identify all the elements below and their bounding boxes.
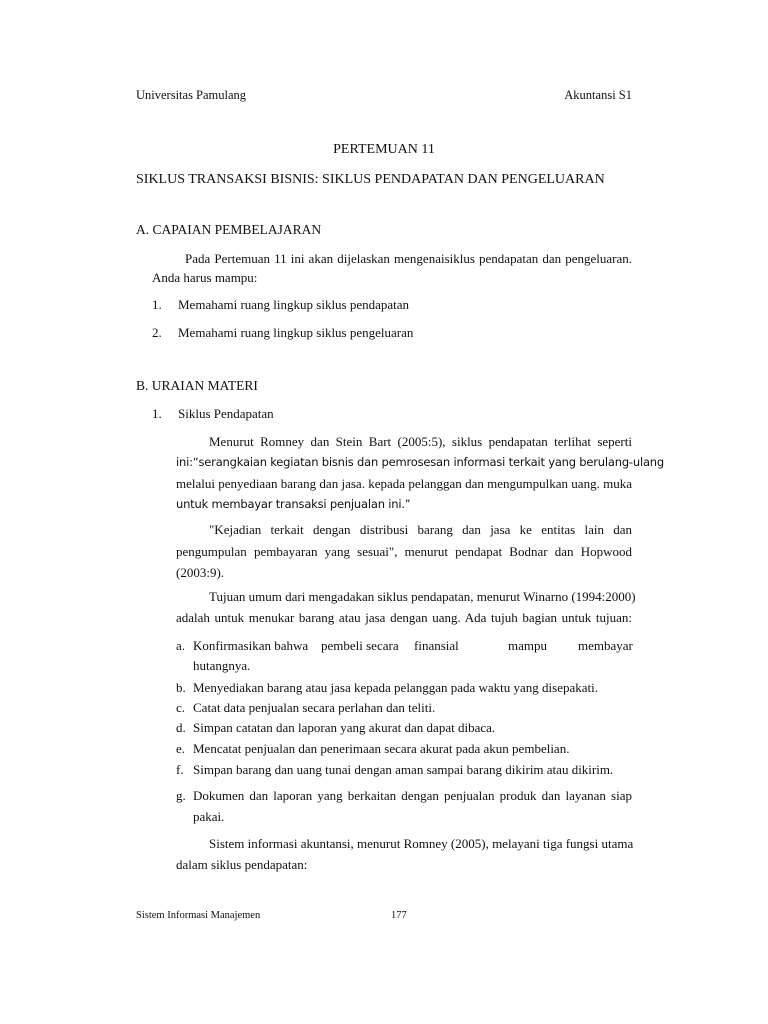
list-item: [176, 741, 632, 757]
objective-number: 2.: [152, 325, 162, 340]
list-marker: e.: [176, 741, 186, 756]
paragraph-3-line2: adalah untuk menukar barang atau jasa dengan uang. Ada tujuh bagian untuk tujuan:: [176, 610, 632, 625]
list-marker: c.: [176, 700, 186, 715]
list-marker: f.: [176, 762, 184, 777]
list-item-a-word: membayar: [578, 638, 633, 653]
list-marker: a.: [176, 638, 186, 653]
list-item-a-continuation: hutangnya.: [193, 658, 251, 673]
paragraph-3-line1: Tujuan umum dari mengadakan siklus pendapatan, menurut Winarno (1994:2000): [209, 589, 636, 604]
subsection-title: Siklus Pendapatan: [178, 406, 274, 421]
paragraph-2-line1: "Kejadian terkait dengan distribusi barang dan jasa ke entitas lain dan: [209, 522, 632, 537]
section-a-intro-line2: Anda harus mampu:: [152, 270, 258, 285]
section-b-heading: B. URAIAN MATERI: [136, 378, 258, 393]
paragraph-1-line2: ini:“serangkaian kegiatan bisnis dan pemrosesan informasi terkait yang berulang-ulang: [176, 455, 664, 469]
paragraph-2-line2: pengumpulan pembayaran yang sesuai", menurut pendapat Bodnar dan Hopwood: [176, 544, 632, 559]
list-item-g-line1: Dokumen dan laporan yang berkaitan dengan penjualan produk dan layanan siap: [193, 788, 632, 803]
list-item: [176, 720, 632, 736]
page-subtitle: SIKLUS TRANSAKSI BISNIS: SIKLUS PENDAPATAN DAN PENGELUARAN: [136, 172, 605, 187]
list-item-g-line2: pakai.: [193, 809, 225, 824]
list-item-a-word: finansial: [414, 638, 459, 653]
footer-course: Sistem Informasi Manajemen: [136, 910, 261, 921]
list-item: [176, 680, 632, 696]
list-marker: g.: [176, 788, 186, 803]
paragraph-4-line2: dalam siklus pendapatan:: [176, 857, 308, 872]
list-item-text: Menyediakan barang atau jasa kepada pelanggan pada waktu yang disepakati.: [193, 680, 598, 695]
paragraph-2-line3: (2003:9).: [176, 565, 225, 580]
list-item-a-word: Konfirmasikan bahwa: [193, 638, 309, 653]
list-item-text: Simpan catatan dan laporan yang akurat dan dapat dibaca.: [193, 720, 496, 735]
objective-text: Memahami ruang lingkup siklus pendapatan: [178, 297, 410, 312]
page-title: PERTEMUAN 11: [333, 142, 435, 157]
section-a-intro-line1: Pada Pertemuan 11 ini akan dijelaskan mengenaisiklus pendapatan dan pengeluaran.: [185, 251, 632, 266]
list-item-text: Catat data penjualan secara perlahan dan teliti.: [193, 700, 436, 715]
paragraph-4-line1: Sistem informasi akuntansi, menurut Romney (2005), melayani tiga fungsi utama: [209, 836, 634, 851]
list-item-a-word: pembeli secara: [321, 638, 399, 653]
list-marker: b.: [176, 680, 186, 695]
list-item-text: Simpan barang dan uang tunai dengan aman sampai barang dikirim atau dikirim.: [193, 762, 614, 777]
list-item-text: Mencatat penjualan dan penerimaan secara akurat pada akun pembelian.: [193, 741, 570, 756]
subsection-number: 1.: [152, 406, 162, 421]
page-number: 177: [391, 910, 407, 921]
objective-number: 1.: [152, 297, 162, 312]
paragraph-1-line3: melalui penyediaan barang dan jasa. kepada pelanggan dan mengumpulkan uang. muka: [176, 476, 632, 491]
header-institution: Universitas Pamulang: [136, 88, 247, 102]
list-marker: d.: [176, 720, 186, 735]
paragraph-1-line1: Menurut Romney dan Stein Bart (2005:5), siklus pendapatan terlihat seperti: [209, 434, 632, 449]
list-item-a-word: mampu: [508, 638, 547, 653]
list-item: [176, 700, 632, 716]
list-item: [176, 762, 632, 778]
paragraph-1-line4: untuk membayar transaksi penjualan ini.”: [176, 497, 411, 511]
objective-text: Memahami ruang lingkup siklus pengeluaran: [178, 325, 414, 340]
header-program: Akuntansi S1: [564, 88, 632, 102]
section-a-heading: A. CAPAIAN PEMBELAJARAN: [136, 222, 322, 237]
